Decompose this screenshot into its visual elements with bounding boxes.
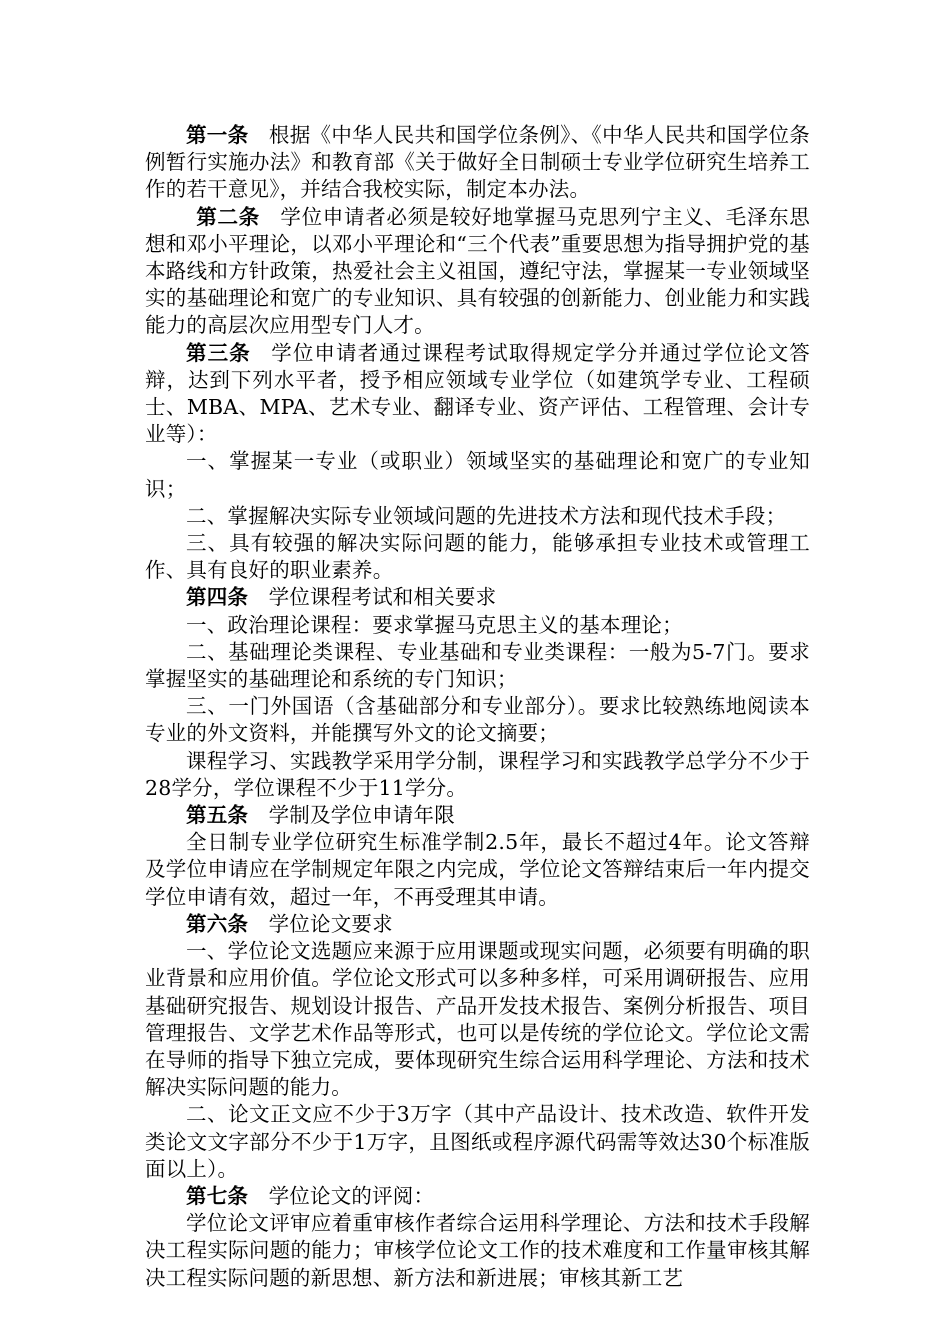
item-text: 课程学习、实践教学采用学分制，课程学习和实践教学总学分不少于28学分，学位课程不少于11学分。 [145,748,810,800]
article-text: 学位论文的评阅： [268,1183,435,1208]
article-heading: 第五条 [186,803,249,828]
list-item [145,530,810,584]
article-6 [145,911,810,938]
article-heading: 第二条 [196,204,260,229]
item-text: 二、基础理论类课程、专业基础和专业类课程：一般为5-7门。要求掌握坚实的基础理论和系统的专门知识； [145,639,810,692]
item-text: 二、掌握解决实际专业领域问题的先进技术方法和现代技术手段； [186,503,787,528]
list-item [145,1210,810,1292]
item-text: 三、一门外国语（含基础部分和专业部分）。要求比较熟练地阅读本专业的外文资料，并能撰写外文的论文摘要； [145,694,810,746]
document-body [145,122,810,1292]
list-item [145,639,810,693]
article-7 [145,1183,810,1210]
item-text: 学位论文评审应着重审核作者综合运用科学理论、方法和技术手段解决工程实际问题的能力；审核学位论文工作的技术难度和工作量审核其解决工程实际问题的新思想、新方法和新进展；审核其新工艺 [145,1211,810,1290]
article-heading: 第三条 [186,340,251,365]
article-heading: 第六条 [186,911,249,936]
article-text: 根据《中华人民共和国学位条例》、《中华人民共和国学位条例暂行实施办法》和教育部《关于做好全日制硕士专业学位研究生培养工作的若干意见》，并结合我校实际，制定本办法。 [145,123,810,202]
article-text: 学位申请者通过课程考试取得规定学分并通过学位论文答辩，达到下列水平者，授予相应领域专业学位（如建筑学专业、工程硕士、MBA、MPA、艺术专业、翻译专业、资产评估、工程管理、会计专业等）： [145,340,811,447]
article-heading: 第七条 [186,1183,249,1208]
list-item [145,748,810,802]
list-item [145,693,810,747]
list-item [145,938,810,1101]
list-item [145,448,810,502]
article-2 [145,204,810,340]
article-text: 学位论文要求 [268,911,393,936]
list-item [145,1101,810,1183]
item-text: 全日制专业学位研究生标准学制2.5年，最长不超过4年。论文答辩及学位申请应在学制规定年限之内完成，学位论文答辩结束后一年内提交学位申请有效，超过一年，不再受理其申请。 [145,830,810,909]
article-text: 学位课程考试和相关要求 [268,585,497,610]
item-text: 二、论文正文应不少于3万字（其中产品设计、技术改造、软件开发类论文文字部分不少于1万字，且图纸或程序源代码需等效达30个标准版面以上）。 [145,1102,810,1181]
list-item [145,829,810,911]
item-text: 三、具有较强的解决实际问题的能力，能够承担专业技术或管理工作、具有良好的职业素养。 [145,531,810,583]
article-text: 学制及学位申请年限 [268,803,455,828]
article-heading: 第四条 [186,585,249,610]
list-item [145,612,810,639]
article-3 [145,340,810,449]
article-5 [145,802,810,829]
item-text: 一、掌握某一专业（或职业）领域坚实的基础理论和宽广的专业知识； [145,449,810,501]
article-1 [145,122,810,204]
list-item [145,503,810,530]
item-text: 一、政治理论课程：要求掌握马克思主义的基本理论； [186,612,683,637]
item-text: 一、学位论文选题应来源于应用课题或现实问题，必须要有明确的职业背景和应用价值。学位论文形式可以多种多样，可采用调研报告、应用基础研究报告、规划设计报告、产品开发技术报告、案例分析报告、项目管理报告、文学艺术作品等形式，也可以是传统的学位论文。学位论文需在导师的指导下独立完成，要体现研究生综合运用科学理论、方法和技术解决实际问题的能力。 [145,939,810,1100]
article-text: 学位申请者必须是较好地掌握马克思列宁主义、毛泽东思想和邓小平理论，以邓小平理论和“三个代表”重要思想为指导拥护党的基本路线和方针政策，热爱社会主义祖国，遵纪守法，掌握某一专业领域坚实的基础理论和宽广的专业知识、具有较强的创新能力、创业能力和实践能力的高层次应用型专门人才。 [145,204,810,338]
article-heading: 第一条 [186,123,249,147]
article-4 [145,584,810,611]
